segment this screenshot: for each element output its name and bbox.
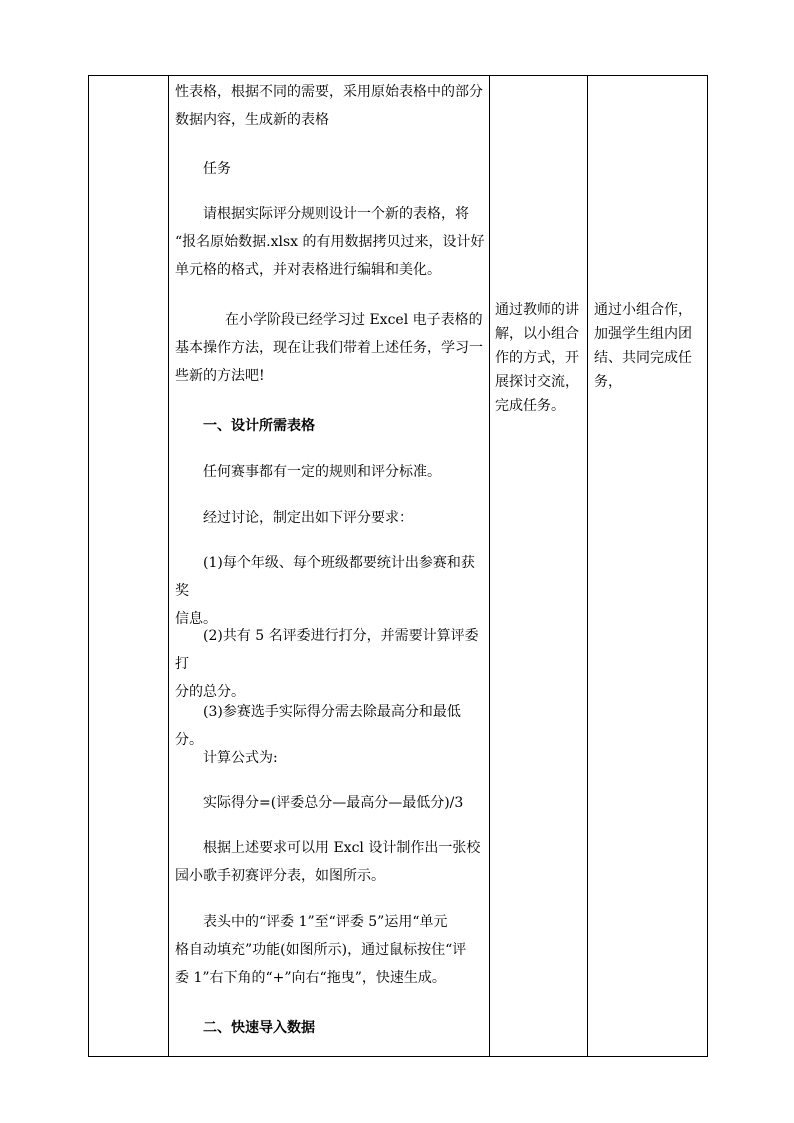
text-line: 委 1”右下角的“+”向右“拖曳”，快速生成。: [175, 970, 446, 986]
text-line: 根据上述要求可以用 Excl 设计制作出一张校: [203, 840, 481, 856]
paragraph-task: [175, 200, 485, 284]
paragraph-excel: [175, 306, 485, 390]
requirement-1: [175, 549, 485, 633]
text-line: 结、共同完成任: [594, 350, 692, 366]
paragraph-design: [175, 834, 485, 890]
text-line: 通过小组合作，: [594, 302, 692, 318]
requirement-2: [175, 622, 485, 706]
text-line: 经过讨论，制定出如下评分要求：: [203, 510, 413, 526]
teacher-activity-cell: [495, 298, 585, 418]
paragraph-discuss: [175, 504, 485, 532]
text-line: 信息。: [175, 611, 217, 627]
paragraph-rules: [175, 458, 485, 486]
section-heading-1: [175, 412, 485, 440]
text-line: 展探讨交流，: [495, 374, 579, 390]
text-line: 任务: [203, 161, 231, 177]
text-line: 务，: [594, 374, 622, 390]
text-line: 分的总分。: [175, 684, 245, 700]
text-line: 作的方式，开: [495, 350, 579, 366]
text-line: (1)每个年级、每个班级都要统计出参赛和获奖: [175, 555, 475, 599]
text-line: 单元格的格式，并对表格进行编辑和美化。: [175, 262, 441, 278]
text-line: 一、设计所需表格: [203, 418, 315, 434]
formula: [175, 789, 485, 817]
text-line: (2)共有 5 名评委进行打分，并需要计算评委打: [175, 628, 479, 672]
text-line: 些新的方法吧!: [175, 368, 265, 384]
text-line: 性表格，根据不同的需要，采用原始表格中的部分: [175, 84, 483, 100]
text-line: 通过教师的讲: [495, 302, 579, 318]
text-line: (3)参赛选手实际得分需去除最高分和最低分。: [175, 704, 461, 748]
text-line: 表头中的“评委 1”至“评委 5”运用“单元: [203, 914, 448, 930]
text-line: 任何赛事都有一定的规则和评分标准。: [203, 464, 441, 480]
paragraph-task-label: [175, 155, 485, 183]
formula-label: [175, 744, 485, 772]
text-line: 格自动填充”功能(如图所示)，通过鼠标按住“评: [175, 942, 467, 958]
text-line: 园小歌手初赛评分表，如图所示。: [175, 868, 385, 884]
paragraph-intro: [175, 78, 485, 134]
text-line: 加强学生组内团: [594, 326, 692, 342]
paragraph-header: [175, 908, 485, 992]
text-line: 在小学阶段已经学习过 Excel 电子表格的: [225, 312, 483, 328]
text-line: 二、快速导入数据: [203, 1020, 315, 1036]
text-line: 请根据实际评分规则设计一个新的表格，将: [203, 206, 469, 222]
text-line: “报名原始数据.xlsx 的有用数据拷贝过来，设计好: [175, 234, 485, 250]
column-divider: [489, 76, 490, 1056]
lesson-table: [88, 75, 708, 1057]
text-line: 计算公式为:: [203, 750, 278, 766]
text-line: 数据内容，生成新的表格: [175, 112, 329, 128]
column-divider: [168, 76, 169, 1056]
text-line: 解，以小组合: [495, 326, 579, 342]
text-line: 基本操作方法，现在让我们带着上述任务，学习一: [175, 340, 483, 356]
text-line: 完成任务。: [495, 398, 565, 414]
section-heading-2: [175, 1014, 485, 1042]
column-divider: [587, 76, 588, 1056]
text-line: 实际得分=(评委总分—最高分—最低分)/3: [203, 795, 464, 811]
design-intent-cell: [594, 298, 704, 394]
